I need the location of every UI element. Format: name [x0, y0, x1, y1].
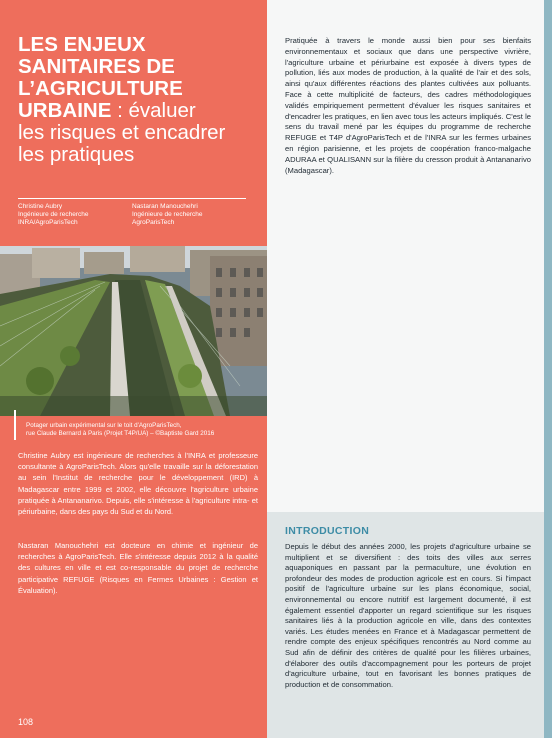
left-coral-column [0, 0, 267, 738]
article-title [18, 34, 263, 166]
caption-line-1: Potager urbain expérimental sur le toit d'AgroParisTech, [26, 422, 182, 429]
caption-marker [14, 410, 16, 440]
page-edge-strip [544, 0, 552, 738]
photo-caption [26, 422, 261, 437]
title-bold-tail: URBAINE [18, 99, 112, 122]
author-block-aubry [18, 203, 128, 227]
author-role: Ingénieure de recherche [18, 211, 89, 218]
title-bold-line-2: SANITAIRES DE [18, 55, 175, 78]
author-name: Christine Aubry [18, 203, 63, 210]
title-light-line-2: les pratiques [18, 143, 135, 166]
author-block-manouchehri [132, 203, 252, 227]
page-number: 108 [18, 717, 34, 727]
author-role: Ingénieure de recherche [132, 211, 203, 218]
title-divider [18, 198, 246, 199]
rooftop-garden-photo [0, 246, 267, 416]
title-light-head: : évaluer [117, 99, 196, 122]
abstract-paragraph: Pratiquée à travers le monde aussi bien pour ses bienfaits environnementaux et sociaux que dans une perspective vivrière, l'agriculture urbaine et périurbaine est exposée à divers types de pollution, liés aux modes de production, à la qualité de l'air et des sols, ainsi qu'aux différentes réactions des plantes cultivées aux polluants. Face à cette multiplicité de facteurs, des cadres méthodologiques validés empiriquement permettent d'évaluer les risques sanitaires et d'encadrer les pratiques, en lien avec tous les acteurs impliqués. C'est le sens du travail mené par les équipes du programme de recherche REFUGE et T4P d'AgroParisTech et de l'INRA sur les fermes urbaines en région parisienne, et les projets de coopération franco-malgache ADURAA et QUALISANN sur la filière du cresson produit à Antananarivo (Madagascar). [285, 36, 531, 175]
author-name: Nastaran Manouchehri [132, 203, 198, 210]
caption-line-2: rue Claude Bernard à Paris (Projet T4P/UA) – ©Baptiste Gard 2016 [26, 429, 215, 437]
bio-aubry: Christine Aubry est ingénieure de recherches à l'INRA et professeure consultante à AgroParisTech. Alors qu'elle travaille sur la déforestation au sein l'Institut de recherche pour le développement (IRD) à Madagascar entre 1999 et 2002, elle découvre l'agriculture urbaine pratiquée à Antananarivo. Depuis, elle s'intéresse à l'agriculture intra- et périurbaine, dans des pays du Sud et du Nord. [18, 451, 258, 517]
author-affiliation: INRA/AgroParisTech [18, 219, 78, 226]
title-bold-line-1: LES ENJEUX [18, 33, 146, 56]
bio-manouchehri: Nastaran Manouchehri est docteure en chimie et ingénieur de recherches à AgroParisTech. Elle s'intéresse depuis 2012 à la qualité des cultures en ville et est co-responsable du projet de recherche participative REFUGE (Risques en Fermes Urbaines : Gestion et Évaluation). [18, 541, 258, 595]
introduction-body: Depuis le début des années 2000, les projets d'agriculture urbaine se multiplient et se diversifient : des toits des villes aux serres aquaponiques en passant par la permaculture, une évolution en profondeur des modes de production agricole est en cours. Si l'impact positif de l'agriculture urbaine sur les plans économique, social, environnemental ou encore nutritif est largement documenté, il est également essentiel d'apporter un regard scientifique sur les risques sanitaires liés à la production agricole en ville, dans des contextes variés. Les études menées en France et à Madagascar permettent de rendre compte des enjeux spécifiques rencontrés au Nord comme au Sud afin de définir des critères de qualité pour les filières urbaines, d'élaborer des outils d'accompagnement pour les porteurs de projet d'agriculture urbaine, tout en favorisant les bonnes pratiques de production et de consommation. [285, 542, 531, 689]
title-bold-line-3: L’AGRICULTURE [18, 77, 183, 100]
introduction-heading: INTRODUCTION [285, 525, 370, 537]
author-affiliation: AgroParisTech [132, 219, 175, 226]
title-light-line-1: les risques et encadrer [18, 121, 226, 144]
